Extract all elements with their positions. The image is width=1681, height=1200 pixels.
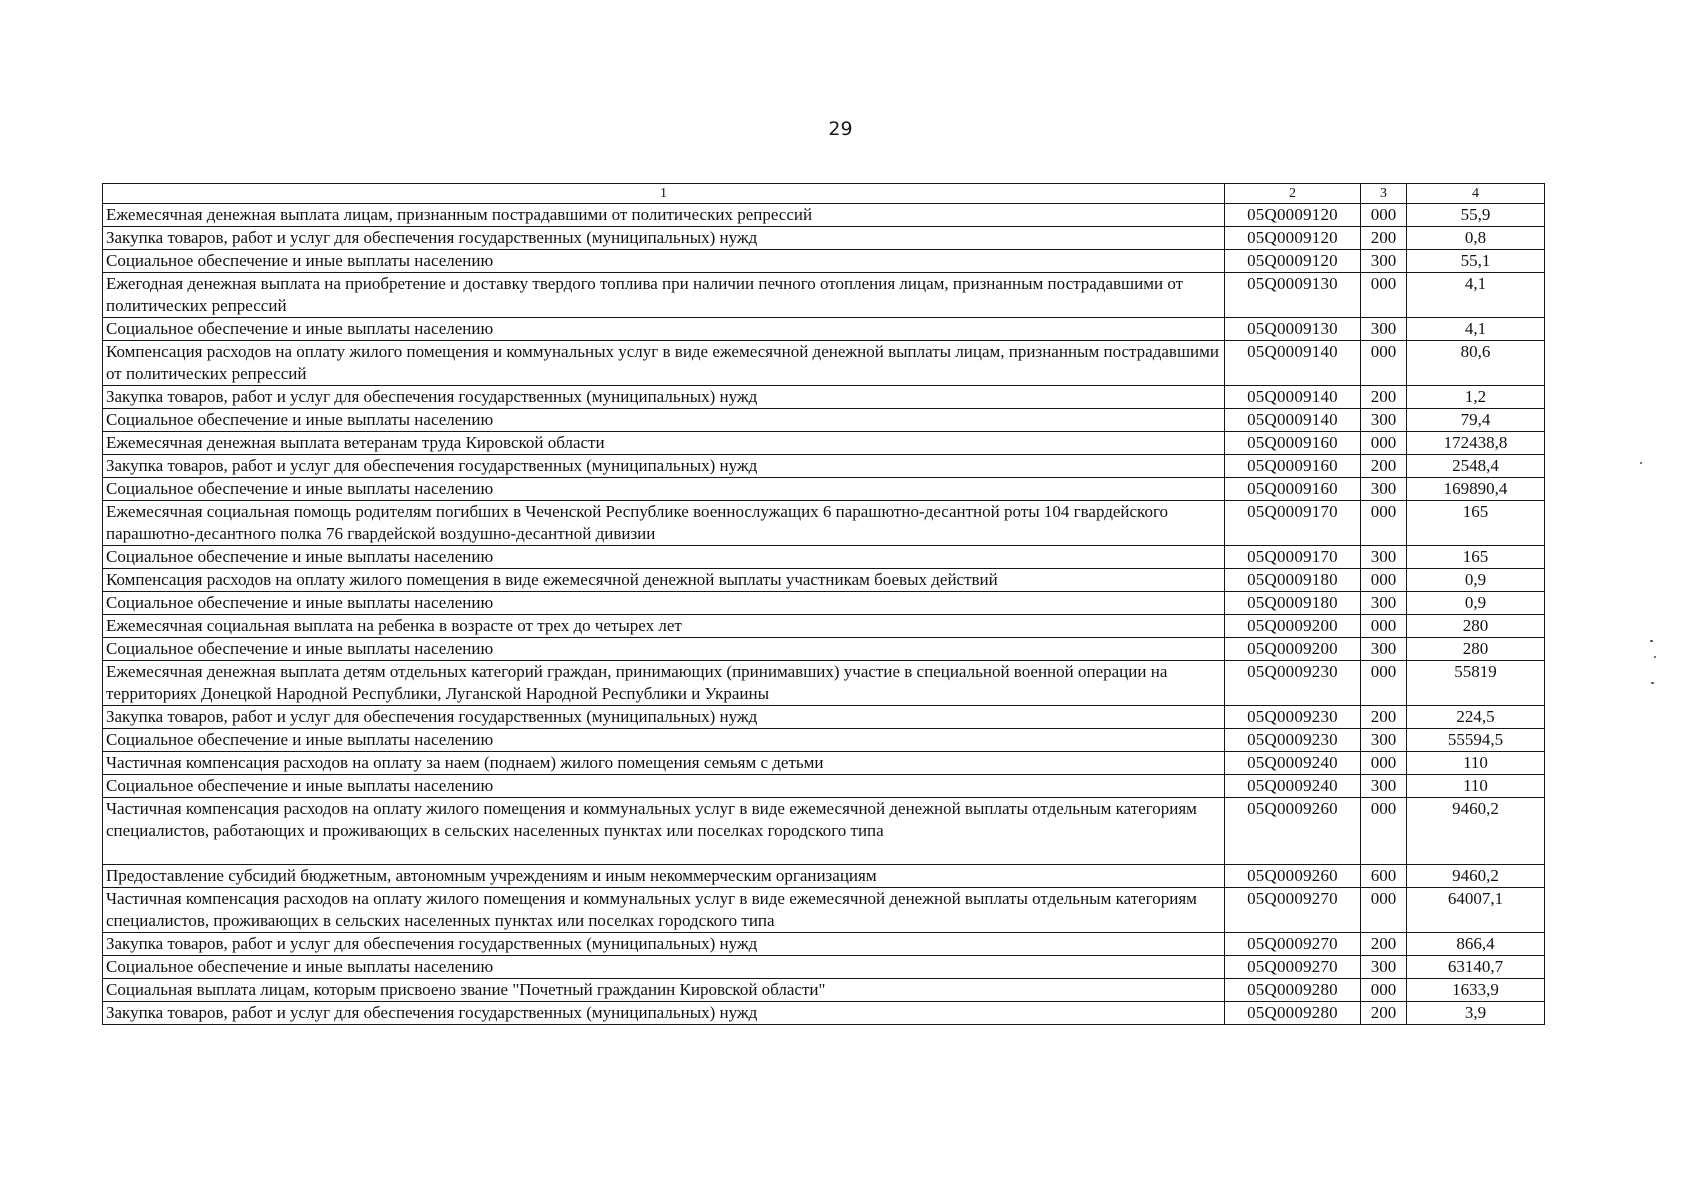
table-row: [103, 1002, 1545, 1025]
row-name-cell: Закупка товаров, работ и услуг для обеспечения государственных (муниципальных) нужд: [103, 706, 1225, 729]
table-row: [103, 204, 1545, 227]
row-expense-type-cell: 300: [1361, 592, 1407, 615]
row-amount-cell: 55,1: [1407, 250, 1545, 273]
row-name-cell: Социальное обеспечение и иные выплаты населению: [103, 546, 1225, 569]
scan-speck: [1640, 462, 1642, 464]
table-row: [103, 638, 1545, 661]
row-name-cell: Социальная выплата лицам, которым присвоено звание "Почетный гражданин Кировской области": [103, 979, 1225, 1002]
table-row: [103, 888, 1545, 933]
row-amount-cell: 866,4: [1407, 933, 1545, 956]
table-row: [103, 318, 1545, 341]
row-amount-cell: 80,6: [1407, 341, 1545, 386]
row-amount-cell: 169890,4: [1407, 478, 1545, 501]
table-row: [103, 546, 1545, 569]
row-code-cell: 05Q0009160: [1225, 478, 1361, 501]
row-name-cell: Частичная компенсация расходов на оплату жилого помещения и коммунальных услуг в виде ежемесячной денежной выплаты отдельным категориям специалистов, проживающих в сельских населенных пунктах или поселках городского типа: [103, 888, 1225, 933]
row-amount-cell: 172438,8: [1407, 432, 1545, 455]
row-name-cell: Частичная компенсация расходов на оплату жилого помещения и коммунальных услуг в виде ежемесячной денежной выплаты отдельным категориям специалистов, работающих и проживающих в сельских населенных пунктах или поселках городского типа: [103, 798, 1225, 865]
row-code-cell: 05Q0009200: [1225, 615, 1361, 638]
table-row: [103, 341, 1545, 386]
row-expense-type-cell: 200: [1361, 455, 1407, 478]
row-amount-cell: 55819: [1407, 661, 1545, 706]
row-name-cell: Социальное обеспечение и иные выплаты населению: [103, 775, 1225, 798]
row-name-cell: Социальное обеспечение и иные выплаты населению: [103, 956, 1225, 979]
row-code-cell: 05Q0009270: [1225, 888, 1361, 933]
row-amount-cell: 0,9: [1407, 569, 1545, 592]
row-amount-cell: 64007,1: [1407, 888, 1545, 933]
row-expense-type-cell: 000: [1361, 661, 1407, 706]
table-row: [103, 615, 1545, 638]
row-code-cell: 05Q0009120: [1225, 250, 1361, 273]
table-row: [103, 227, 1545, 250]
row-name-cell: Социальное обеспечение и иные выплаты населению: [103, 250, 1225, 273]
header-col-1: 1: [103, 184, 1225, 204]
row-expense-type-cell: 200: [1361, 933, 1407, 956]
row-expense-type-cell: 300: [1361, 956, 1407, 979]
row-name-cell: Предоставление субсидий бюджетным, автономным учреждениям и иным некоммерческим организациям: [103, 865, 1225, 888]
row-amount-cell: 165: [1407, 501, 1545, 546]
row-expense-type-cell: 000: [1361, 432, 1407, 455]
row-name-cell: Закупка товаров, работ и услуг для обеспечения государственных (муниципальных) нужд: [103, 1002, 1225, 1025]
row-code-cell: 05Q0009240: [1225, 775, 1361, 798]
table-row: [103, 250, 1545, 273]
table-row: [103, 956, 1545, 979]
row-expense-type-cell: 300: [1361, 638, 1407, 661]
row-amount-cell: 55,9: [1407, 204, 1545, 227]
row-amount-cell: 165: [1407, 546, 1545, 569]
row-expense-type-cell: 300: [1361, 409, 1407, 432]
scan-speck: [1650, 640, 1653, 642]
row-code-cell: 05Q0009230: [1225, 706, 1361, 729]
row-amount-cell: 0,8: [1407, 227, 1545, 250]
row-expense-type-cell: 200: [1361, 227, 1407, 250]
table-row: [103, 729, 1545, 752]
table-row: [103, 478, 1545, 501]
header-row: [103, 184, 1545, 204]
row-name-cell: Социальное обеспечение и иные выплаты населению: [103, 729, 1225, 752]
row-expense-type-cell: 000: [1361, 798, 1407, 865]
table-row: [103, 798, 1545, 865]
row-expense-type-cell: 000: [1361, 273, 1407, 318]
table-row: [103, 706, 1545, 729]
row-expense-type-cell: 300: [1361, 546, 1407, 569]
row-code-cell: 05Q0009160: [1225, 455, 1361, 478]
table-row: [103, 432, 1545, 455]
row-amount-cell: 4,1: [1407, 318, 1545, 341]
row-expense-type-cell: 200: [1361, 706, 1407, 729]
row-code-cell: 05Q0009270: [1225, 956, 1361, 979]
table-row: [103, 592, 1545, 615]
row-name-cell: Ежегодная денежная выплата на приобретение и доставку твердого топлива при наличии печного отопления лицам, признанным пострадавшими от политических репрессий: [103, 273, 1225, 318]
header-col-2: 2: [1225, 184, 1361, 204]
row-code-cell: 05Q0009160: [1225, 432, 1361, 455]
table-row: [103, 752, 1545, 775]
row-code-cell: 05Q0009260: [1225, 865, 1361, 888]
row-amount-cell: 4,1: [1407, 273, 1545, 318]
table-row: [103, 933, 1545, 956]
row-name-cell: Частичная компенсация расходов на оплату за наем (поднаем) жилого помещения семьям с детьми: [103, 752, 1225, 775]
table-row: [103, 775, 1545, 798]
row-name-cell: Компенсация расходов на оплату жилого помещения в виде ежемесячной денежной выплаты участникам боевых действий: [103, 569, 1225, 592]
row-code-cell: 05Q0009140: [1225, 341, 1361, 386]
table-row: [103, 455, 1545, 478]
row-amount-cell: 110: [1407, 752, 1545, 775]
row-code-cell: 05Q0009170: [1225, 501, 1361, 546]
row-amount-cell: 1633,9: [1407, 979, 1545, 1002]
row-code-cell: 05Q0009180: [1225, 569, 1361, 592]
row-name-cell: Ежемесячная социальная помощь родителям погибших в Чеченской Республике военнослужащих 6 парашютно-десантной роты 104 гвардейского парашютно-десантного полка 76 гвардейской воздушно-десантной дивизии: [103, 501, 1225, 546]
row-code-cell: 05Q0009120: [1225, 227, 1361, 250]
row-name-cell: Социальное обеспечение и иные выплаты населению: [103, 592, 1225, 615]
row-expense-type-cell: 000: [1361, 979, 1407, 1002]
scan-speck: [1654, 656, 1656, 658]
row-amount-cell: 79,4: [1407, 409, 1545, 432]
row-expense-type-cell: 000: [1361, 752, 1407, 775]
row-code-cell: 05Q0009130: [1225, 273, 1361, 318]
row-name-cell: Закупка товаров, работ и услуг для обеспечения государственных (муниципальных) нужд: [103, 386, 1225, 409]
row-expense-type-cell: 300: [1361, 318, 1407, 341]
row-amount-cell: 2548,4: [1407, 455, 1545, 478]
row-expense-type-cell: 000: [1361, 341, 1407, 386]
row-expense-type-cell: 200: [1361, 1002, 1407, 1025]
row-expense-type-cell: 300: [1361, 478, 1407, 501]
row-name-cell: Закупка товаров, работ и услуг для обеспечения государственных (муниципальных) нужд: [103, 455, 1225, 478]
row-code-cell: 05Q0009130: [1225, 318, 1361, 341]
row-name-cell: Ежемесячная социальная выплата на ребенка в возрасте от трех до четырех лет: [103, 615, 1225, 638]
header-col-4: 4: [1407, 184, 1545, 204]
row-code-cell: 05Q0009230: [1225, 729, 1361, 752]
row-code-cell: 05Q0009140: [1225, 409, 1361, 432]
table-row: [103, 386, 1545, 409]
scan-speck: [1651, 682, 1654, 684]
row-code-cell: 05Q0009120: [1225, 204, 1361, 227]
row-code-cell: 05Q0009280: [1225, 1002, 1361, 1025]
row-amount-cell: 9460,2: [1407, 798, 1545, 865]
row-amount-cell: 280: [1407, 638, 1545, 661]
row-code-cell: 05Q0009280: [1225, 979, 1361, 1002]
table-body: [103, 204, 1545, 1025]
row-code-cell: 05Q0009230: [1225, 661, 1361, 706]
row-amount-cell: 0,9: [1407, 592, 1545, 615]
row-name-cell: Социальное обеспечение и иные выплаты населению: [103, 318, 1225, 341]
row-expense-type-cell: 000: [1361, 888, 1407, 933]
table-row: [103, 865, 1545, 888]
row-name-cell: Ежемесячная денежная выплата лицам, признанным пострадавшими от политических репрессий: [103, 204, 1225, 227]
row-expense-type-cell: 300: [1361, 250, 1407, 273]
row-expense-type-cell: 300: [1361, 729, 1407, 752]
row-expense-type-cell: 000: [1361, 204, 1407, 227]
row-expense-type-cell: 000: [1361, 569, 1407, 592]
table-row: [103, 661, 1545, 706]
row-name-cell: Социальное обеспечение и иные выплаты населению: [103, 478, 1225, 501]
row-amount-cell: 224,5: [1407, 706, 1545, 729]
row-amount-cell: 3,9: [1407, 1002, 1545, 1025]
row-expense-type-cell: 000: [1361, 501, 1407, 546]
row-name-cell: Закупка товаров, работ и услуг для обеспечения государственных (муниципальных) нужд: [103, 933, 1225, 956]
table-row: [103, 569, 1545, 592]
table-row: [103, 273, 1545, 318]
row-name-cell: Социальное обеспечение и иные выплаты населению: [103, 409, 1225, 432]
table-row: [103, 501, 1545, 546]
row-name-cell: Закупка товаров, работ и услуг для обеспечения государственных (муниципальных) нужд: [103, 227, 1225, 250]
row-code-cell: 05Q0009270: [1225, 933, 1361, 956]
page-number: 29: [828, 118, 853, 140]
table-row: [103, 409, 1545, 432]
row-expense-type-cell: 300: [1361, 775, 1407, 798]
row-code-cell: 05Q0009180: [1225, 592, 1361, 615]
row-expense-type-cell: 200: [1361, 386, 1407, 409]
row-name-cell: Социальное обеспечение и иные выплаты населению: [103, 638, 1225, 661]
row-code-cell: 05Q0009200: [1225, 638, 1361, 661]
row-amount-cell: 110: [1407, 775, 1545, 798]
row-amount-cell: 9460,2: [1407, 865, 1545, 888]
row-code-cell: 05Q0009140: [1225, 386, 1361, 409]
row-code-cell: 05Q0009170: [1225, 546, 1361, 569]
row-name-cell: Ежемесячная денежная выплата детям отдельных категорий граждан, принимающих (принимавших) участие в специальной военной операции на территориях Донецкой Народной Республики, Луганской Народной Республики и Украины: [103, 661, 1225, 706]
row-name-cell: Ежемесячная денежная выплата ветеранам труда Кировской области: [103, 432, 1225, 455]
row-expense-type-cell: 600: [1361, 865, 1407, 888]
row-code-cell: 05Q0009260: [1225, 798, 1361, 865]
row-amount-cell: 1,2: [1407, 386, 1545, 409]
row-code-cell: 05Q0009240: [1225, 752, 1361, 775]
row-amount-cell: 55594,5: [1407, 729, 1545, 752]
budget-table: [102, 183, 1545, 1025]
row-name-cell: Компенсация расходов на оплату жилого помещения и коммунальных услуг в виде ежемесячной денежной выплаты лицам, признанным пострадавшими от политических репрессий: [103, 341, 1225, 386]
row-expense-type-cell: 000: [1361, 615, 1407, 638]
header-col-3: 3: [1361, 184, 1407, 204]
row-amount-cell: 280: [1407, 615, 1545, 638]
table-row: [103, 979, 1545, 1002]
row-amount-cell: 63140,7: [1407, 956, 1545, 979]
